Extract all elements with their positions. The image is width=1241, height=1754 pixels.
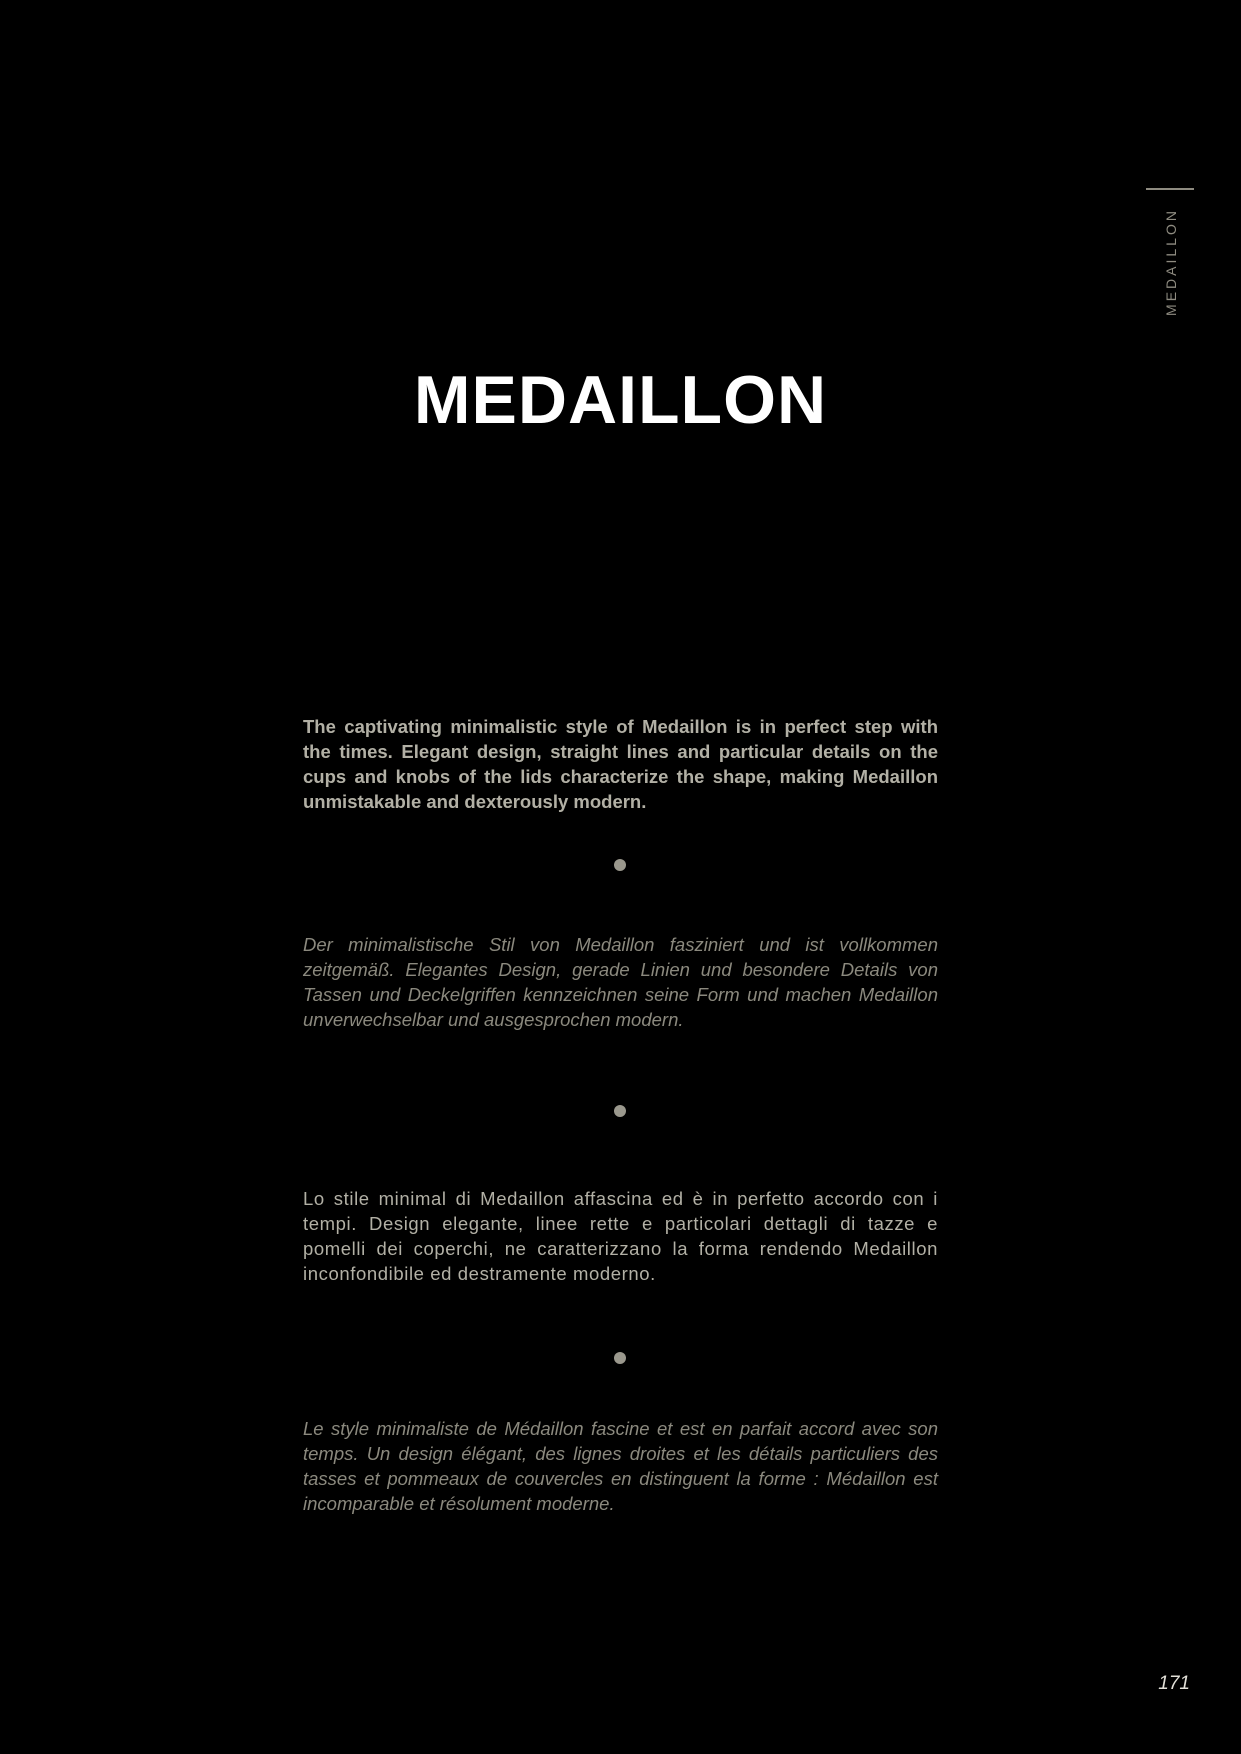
side-tab-label: MEDAILLON — [1163, 208, 1179, 316]
side-tab-rule — [1146, 188, 1194, 190]
page-number: 171 — [1158, 1673, 1190, 1694]
paragraph-english: The captivating minimalistic style of Medaillon is in perfect step with the times. Elegant design, straight lines and particular details on the cups and knobs of the lids characterize the shape, making Medaillon unmistakable and dexterously modern. — [303, 716, 938, 812]
separator-dot — [614, 859, 626, 871]
separator-dot — [614, 1105, 626, 1117]
paragraph-french: Le style minimaliste de Médaillon fascine et est en parfait accord avec son temps. Un design élégant, des lignes droites et les détails particuliers des tasses et pommeaux de couvercles en distinguent la forme : Médaillon est incomparable et résolument moderne. — [303, 1418, 938, 1514]
paragraph-german: Der minimalistische Stil von Medaillon fasziniert und ist vollkommen zeitgemäß. Elegantes Design, gerade Linien und besondere Details von Tassen und Deckelgriffen kennzeichnen seine Form und machen Medaillon unverwechselbar und ausgesprochen modern. — [303, 934, 938, 1030]
page-title: MEDAILLON — [413, 362, 828, 438]
separator-dot — [614, 1352, 626, 1364]
paragraph-italian: Lo stile minimal di Medaillon affascina ed è in perfetto accordo con i tempi. Design elegante, linee rette e particolari dettagli di tazze e pomelli dei coperchi, ne caratterizzano la forma rendendo Medaillon inconfondibile ed destramente moderno. — [303, 1188, 938, 1284]
